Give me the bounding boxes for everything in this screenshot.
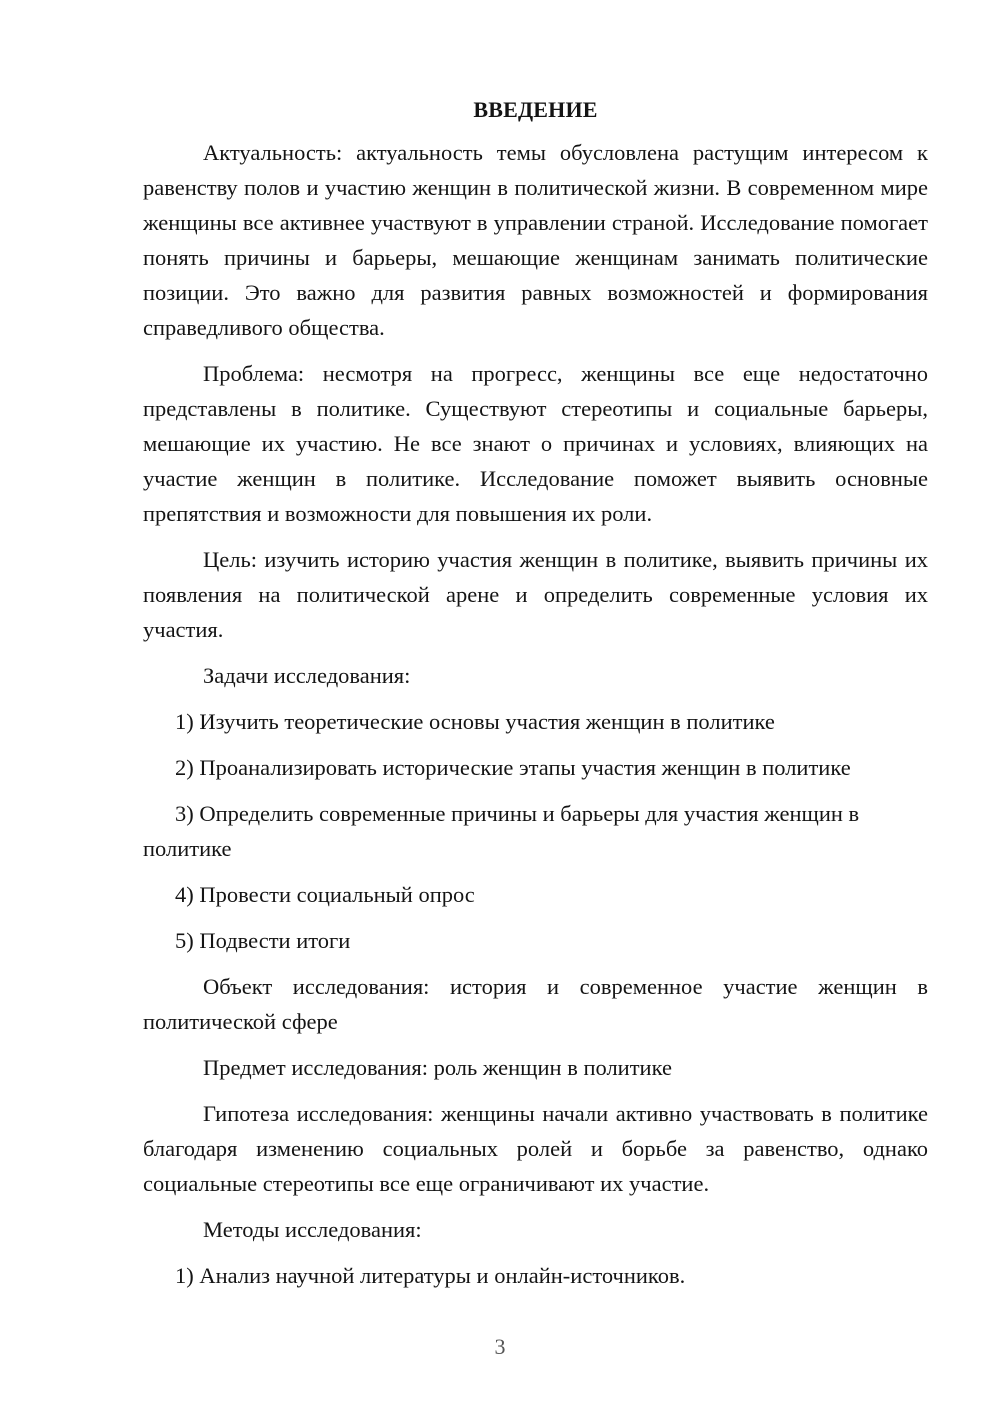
relevance-paragraph: Актуальность: актуальность темы обусловлена растущим интересом к равенству полов и участию женщин в политической жизни. В современном мире женщины все активнее участвуют в управлении страной. Исследование помогает понять причины и барьеры, мешающие женщинам занимать политические позиции. Это важно для развития равных возможностей и формирования справедливого общества. <box>143 140 928 340</box>
object-paragraph: Объект исследования: история и современное участие женщин в политической сфере <box>143 974 928 1034</box>
task-item-1: 1) Изучить теоретические основы участия женщин в политике <box>175 709 775 734</box>
page-content <box>143 95 928 1304</box>
tasks-title: Задачи исследования: <box>203 663 411 688</box>
task-item-4: 4) Провести социальный опрос <box>175 882 475 907</box>
task-item-2: 2) Проанализировать исторические этапы участия женщин в политике <box>175 755 851 780</box>
subject-paragraph: Предмет исследования: роль женщин в политике <box>203 1055 672 1080</box>
methods-title: Методы исследования: <box>203 1217 422 1242</box>
task-item-3: 3) Определить современные причины и барьеры для участия женщин в политике <box>143 801 860 861</box>
task-item-5: 5) Подвести итоги <box>175 928 351 953</box>
hypothesis-paragraph: Гипотеза исследования: женщины начали активно участвовать в политике благодаря изменению социальных ролей и борьбе за равенство, однако социальные стереотипы все еще ограничивают их участие. <box>143 1101 928 1196</box>
section-heading: ВВЕДЕНИЕ <box>473 97 598 122</box>
method-item-1: 1) Анализ научной литературы и онлайн-источников. <box>175 1263 686 1288</box>
goal-paragraph: Цель: изучить историю участия женщин в политике, выявить причины их появления на политической арене и определить современные условия их участия. <box>143 547 928 642</box>
page-number: 3 <box>494 1334 506 1359</box>
problem-paragraph: Проблема: несмотря на прогресс, женщины все еще недостаточно представлены в политике. Существуют стереотипы и социальные барьеры, мешающие их участию. Не все знают о причинах и условиях, влияющих на участие женщин в политике. Исследование поможет выявить основные препятствия и возможности для повышения их роли. <box>143 361 928 526</box>
